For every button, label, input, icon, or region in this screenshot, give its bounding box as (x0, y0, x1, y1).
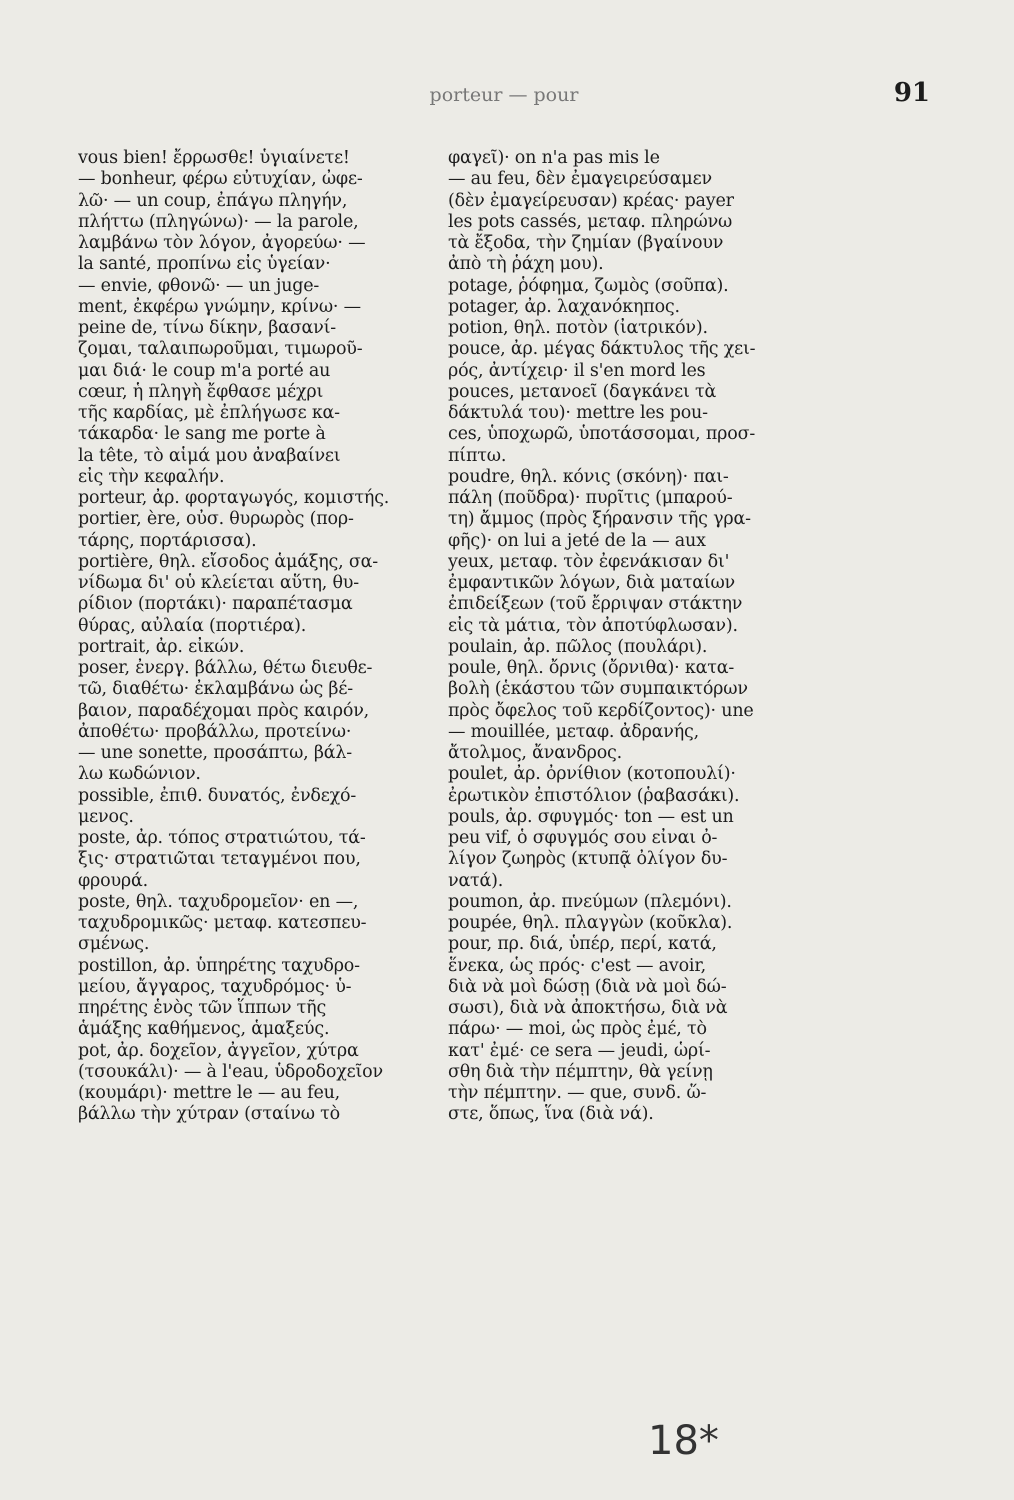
entry-line: ces, ὑποχωρῶ, ὑποτάσσομαι, προσ- (448, 424, 756, 445)
entry-line: ἐρωτικὸν ἐπιστόλιον (ῥαβασάκι). (448, 785, 740, 806)
entry-line: pouls, ἀρ. σφυγμός· ton — est un (448, 806, 734, 827)
entry-line: poulain, ἀρ. πῶλος (πουλάρι). (448, 636, 708, 657)
entry-line: τῶ, διαθέτω· ἐκλαμβάνω ὡς βέ- (78, 679, 353, 700)
entry-line: postillon, ἀρ. ὑπηρέτης ταχυδρο- (78, 955, 360, 976)
entry-line: (κουμάρι)· mettre le — au feu, (78, 1083, 341, 1103)
signature-mark: 18* (648, 1418, 719, 1464)
entry-line: βολὴ (ἑκάστου τῶν συμπαικτόρων (448, 679, 748, 700)
entry-line: poupée, θηλ. πλαγγὼν (κοῦκλα). (448, 913, 733, 933)
page-number: 91 (893, 78, 930, 108)
entry-line: potion, θηλ. ποτὸν (ἰατρικόν). (448, 318, 708, 338)
entry-line: ἐμφαντικῶν λόγων, διὰ ματαίων (448, 573, 735, 593)
entry-line: portrait, ἀρ. εἰκών. (78, 636, 245, 657)
entry-line: διὰ νὰ μοὶ δώσῃ (διὰ νὰ μοὶ δώ- (448, 976, 727, 997)
entry-line: φῆς)· on lui a jeté de la — aux (448, 530, 706, 551)
entry-line: ἁμάξης καθήμενος, ἁμαξεύς. (78, 1019, 330, 1040)
entry-line: potage, ῥόφημα, ζωμὸς (σοῦπα). (448, 275, 729, 296)
entry-line: (δὲν ἐμαγείρευσαν) κρέας· payer (448, 190, 734, 211)
entry-line: la santé, προπίνω εἰς ὑγείαν· (78, 254, 331, 275)
left-column (78, 148, 450, 1126)
entry-line: πρὸς ὄφελος τοῦ κερδίζοντος)· une (448, 700, 754, 721)
entry-line: poumon, ἀρ. πνεύμων (πλεμόνι). (448, 891, 732, 912)
entry-line: peine de, τίνω δίκην, βασανί- (78, 318, 336, 338)
entry-line: μενος. (78, 806, 134, 827)
entry-line: ρίδιον (πορτάκι)· παραπέτασμα (78, 594, 353, 615)
entry-line: pour, πρ. διά, ὑπέρ, περί, κατά, (448, 934, 717, 955)
entry-line: vous bien! ἔρρωσθε! ὑγιαίνετε! (78, 148, 350, 168)
entry-line: σωσι), διὰ νὰ ἀποκτήσω, διὰ νὰ (448, 998, 728, 1018)
running-title: porteur — pour (429, 84, 579, 106)
entry-line: λαμβάνω τὸν λόγον, ἀγορεύω· — (78, 233, 366, 253)
entry-line: porteur, ἀρ. φορταγωγός, κομιστής. (78, 488, 390, 508)
entry-line: βάλλω τὴν χύτραν (σταίνω τὸ (78, 1104, 340, 1125)
entry-line: yeux, μεταφ. τὸν ἐφενάκισαν δι' (448, 551, 730, 572)
entry-line: φαγεῖ)· on n'a pas mis le (448, 148, 660, 168)
entry-line: (τσουκάλι)· — à l'eau, ὑδροδοχεῖον (78, 1061, 383, 1082)
entry-line: εἰς τὰ μάτια, τὸν ἀποτύφλωσαν). (448, 615, 738, 636)
entry-line: βαιον, παραδέχομαι πρὸς καιρόν, (78, 700, 370, 721)
entry-line: τη) ἄμμος (πρὸς ξήρανσιν τῆς γρα- (448, 509, 751, 530)
entry-line: poulet, ἀρ. ὀρνίθιον (κοτοπουλί)· (448, 764, 736, 785)
entry-line: pouces, μετανοεῖ (δαγκάνει τὰ (448, 381, 717, 402)
entry-line: ρός, ἀντίχειρ· il s'en mord les (448, 360, 706, 381)
entry-line: θύρας, αὐλαία (πορτιέρα). (78, 615, 307, 636)
entry-line: — envie, φθονῶ· — un juge- (78, 275, 320, 296)
entry-line: ταχυδρομικῶς· μεταφ. κατεσπευ- (78, 913, 367, 933)
entry-line: φρουρά. (78, 870, 148, 891)
entry-line: κατ' ἐμέ· ce sera — jeudi, ὡρί- (448, 1040, 711, 1061)
entry-line: λίγον ζωηρὸς (κτυπᾷ ὀλίγον δυ- (448, 849, 728, 870)
entry-line: πάρω· — moi, ὡς πρὸς ἐμέ, τὸ (448, 1019, 707, 1040)
entry-line: poste, θηλ. ταχυδρομεῖον· en —, (78, 891, 359, 912)
entry-line: τὴν πέμπτην. — que, συνδ. ὥ- (448, 1083, 707, 1103)
entry-line: la tête, τὸ αἷμά μου ἀναβαίνει (78, 445, 341, 466)
entry-line: ἀπὸ τὴ ῥάχη μου). (448, 254, 604, 275)
entry-line: λῶ· — un coup, ἐπάγω πληγήν, (78, 190, 348, 211)
entry-line: potager, ἀρ. λαχανόκηπος. (448, 296, 680, 317)
entry-line: τάκαρδα· le sang me porte à (78, 424, 326, 445)
entry-line: les pots cassés, μεταφ. πληρώνω (448, 211, 733, 232)
entry-line: τῆς καρδίας, μὲ ἐπλήγωσε κα- (78, 403, 340, 423)
entry-line: πάλη (ποῦδρα)· πυρῖτις (μπαρού- (448, 488, 733, 508)
entry-line: peu vif, ὁ σφυγμός σου εἶναι ὀ- (448, 828, 718, 848)
entry-line: σμένως. (78, 934, 150, 955)
entry-line: poste, ἀρ. τόπος στρατιώτου, τά- (78, 828, 366, 848)
page-header (78, 78, 930, 114)
entry-line: ment, ἐκφέρω γνώμην, κρίνω· — (78, 296, 361, 317)
entry-line: ἀποθέτω· προβάλλω, προτείνω· (78, 721, 352, 742)
entry-line: σθη διὰ τὴν πέμπτην, θὰ γείνῃ (448, 1061, 713, 1082)
entry-line: pot, ἀρ. δοχεῖον, ἀγγεῖον, χύτρα (78, 1040, 359, 1061)
entry-line: μείου, ἄγγαρος, ταχυδρόμος· ὑ- (78, 976, 352, 997)
entry-line: poudre, θηλ. κόνις (σκόνη)· παι- (448, 466, 729, 487)
right-column (448, 148, 828, 1126)
entry-line: νίδωμα δι' οὗ κλείεται αὕτη, θυ- (78, 573, 359, 593)
entry-line: — au feu, δὲν ἐμαγειρεύσαμεν (448, 169, 712, 190)
entry-line: εἰς τὴν κεφαλήν. (78, 466, 225, 487)
entry-line: τὰ ἔξοδα, τὴν ζημίαν (βγαίνουν (448, 233, 724, 253)
entry-line: λω κωδώνιον. (78, 764, 201, 785)
entry-line: cœur, ἡ πληγὴ ἔφθασε μέχρι (78, 381, 324, 402)
entry-line: portier, ère, οὐσ. θυρωρὸς (πορ- (78, 509, 354, 530)
entry-line: ἐπιδείξεων (τοῦ ἔρριψαν στάκτην (448, 594, 743, 615)
entry-line: ἄτολμος, ἄνανδρος. (448, 743, 622, 763)
entry-line: poser, ἐνεργ. βάλλω, θέτω διευθε- (78, 658, 373, 678)
entry-line: πηρέτης ἑνὸς τῶν ἵππων τῆς (78, 998, 327, 1018)
entry-line: portière, θηλ. εἴσοδος ἁμάξης, σα- (78, 551, 378, 572)
entry-line: ἕνεκα, ὡς πρός· c'est — avoir, (448, 955, 706, 976)
entry-line: — bonheur, φέρω εὐτυχίαν, ὠφε- (78, 169, 363, 190)
entry-line: — mouillée, μεταφ. ἀδρανής, (448, 721, 699, 742)
entry-line: poule, θηλ. ὄρνις (ὄρνιθα)· κατα- (448, 658, 735, 678)
entry-line: possible, ἐπιθ. δυνατός, ἐνδεχό- (78, 785, 357, 806)
entry-line: πλήττω (πληγώνω)· — la parole, (78, 211, 359, 232)
entry-line: μαι διά· le coup m'a porté au (78, 360, 331, 381)
entry-line: πίπτω. (448, 445, 507, 466)
entry-line: ζομαι, ταλαιπωροῦμαι, τιμωροῦ- (78, 339, 363, 360)
entry-line: — une sonette, προσάπτω, βάλ- (78, 743, 353, 763)
entry-line: δάκτυλά του)· mettre les pou- (448, 403, 708, 423)
entry-line: στε, ὅπως, ἵνα (διὰ νά). (448, 1104, 654, 1125)
entry-line: νατά). (448, 870, 504, 891)
entry-line: pouce, ἀρ. μέγας δάκτυλος τῆς χει- (448, 339, 756, 360)
entry-line: ξις· στρατιῶται τεταγμένοι που, (78, 849, 361, 870)
entry-line: τάρης, πορτάρισσα). (78, 530, 257, 551)
